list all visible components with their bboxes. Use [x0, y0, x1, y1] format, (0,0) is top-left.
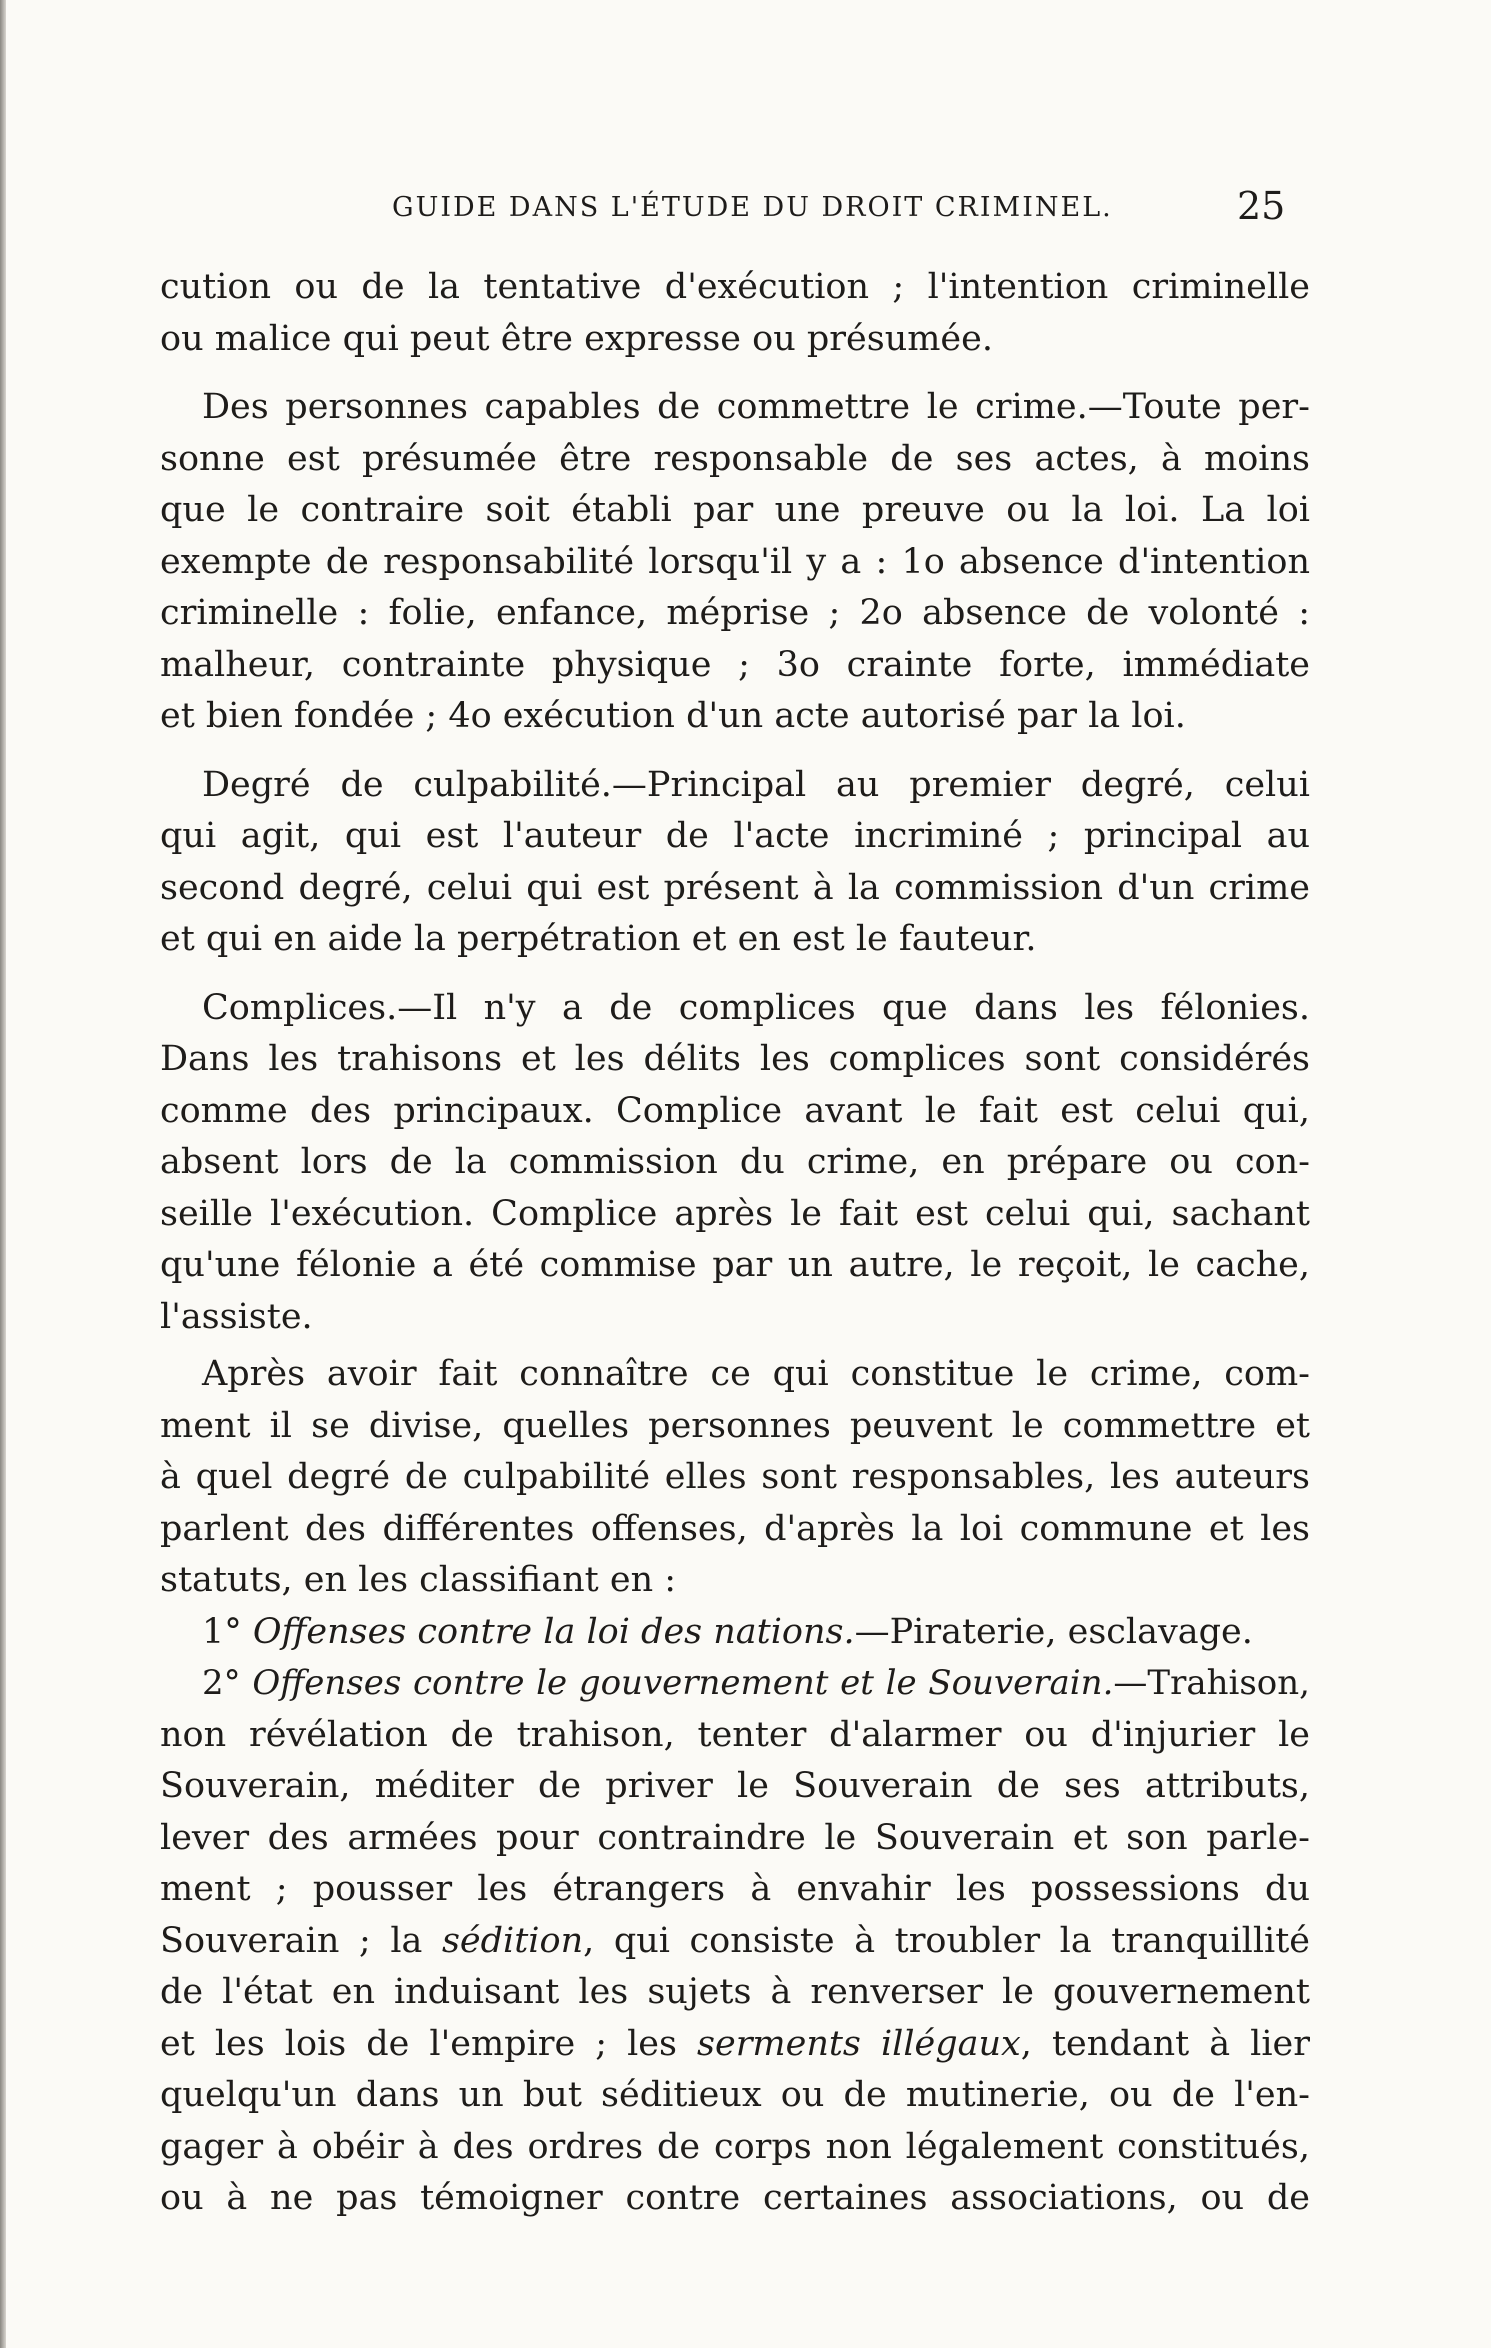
text-line: l'assiste.	[160, 1296, 313, 1337]
text-line: Degré de culpabilité.—Principal au premier degré, celui	[202, 764, 1310, 805]
item-title: Offenses contre le gouvernement et le Souverain.	[252, 1663, 1114, 1703]
text-line: Dans les trahisons et les délits les complices sont considérés	[160, 1039, 1310, 1079]
text-line: Après avoir fait connaître ce qui constitue le crime, com-	[202, 1354, 1310, 1394]
text-line: ou malice qui peut être expresse ou présumée.	[160, 318, 993, 359]
text-line: que le contraire soit établi par une preuve ou la loi. La loi	[160, 490, 1310, 530]
text-span: , tendant à lier	[1020, 2023, 1310, 2064]
text-line: statuts, en les classifiant en :	[160, 1560, 677, 1600]
text-line: ou à ne pas témoigner contre certaines associations, ou de	[160, 2178, 1310, 2218]
item-offenses-nations	[160, 1607, 1310, 1659]
item-text: —Piraterie, esclavage.	[854, 1611, 1253, 1652]
text-line: exempte de responsabilité lorsqu'il y a : 1o absence d'intention	[160, 541, 1310, 582]
text-line	[160, 1916, 1310, 1968]
item-title: Offenses contre la loi des nations.	[252, 1611, 855, 1652]
text-line	[160, 2019, 1310, 2071]
text-line: criminelle : folie, enfance, méprise ; 2o absence de volonté :	[160, 593, 1310, 633]
text-line: et bien fondée ; 4o exécution d'un acte autorisé par la loi.	[160, 696, 1186, 736]
text-line: sonne est présumée être responsable de ses actes, à moins	[160, 438, 1310, 479]
paragraph-culpability	[160, 760, 1310, 966]
text-line: ment ; pousser les étrangers à envahir les possessions du	[160, 1869, 1310, 1909]
text-line: à quel degré de culpabilité elles sont responsables, les auteurs	[160, 1457, 1310, 1497]
term-sedition: sédition	[441, 1920, 584, 1961]
text-line: non révélation de trahison, tenter d'alarmer ou d'injurier le	[160, 1714, 1310, 1755]
text-line: qu'une félonie a été commise par un autre, le reçoit, le cache,	[160, 1245, 1310, 1285]
text-line: cution ou de la tentative d'exécution ; l'intention criminelle	[160, 267, 1310, 307]
text-line: gager à obéir à des ordres de corps non légalement constitués,	[160, 2126, 1310, 2167]
text-line: second degré, celui qui est présent à la commission d'un crime	[160, 867, 1310, 908]
text-line: quelqu'un dans un but séditieux ou de mutinerie, ou de l'en-	[160, 2075, 1310, 2115]
item-text: —Trahison,	[1113, 1663, 1310, 1703]
text-span: Souverain ; la	[160, 1920, 442, 1961]
paragraph-accomplices	[160, 983, 1310, 1344]
text-line: comme des principaux. Complice avant le fait est celui qui,	[160, 1090, 1310, 1131]
paragraph-execution	[160, 262, 1310, 365]
text-line: et qui en aide la perpétration et en est le fauteur.	[160, 919, 1037, 959]
item-offenses-government	[160, 1658, 1310, 2225]
paragraph-classification	[160, 1349, 1310, 1607]
page-body	[160, 262, 1310, 2225]
page-number: 25	[1237, 184, 1286, 228]
term-illegal-oaths: serments illégaux	[697, 2023, 1021, 2064]
item-number: 2°	[202, 1663, 253, 1703]
text-line: Complices.—Il n'y a de complices que dans les félonies.	[202, 987, 1310, 1028]
running-header: GUIDE DANS L'ÉTUDE DU DROIT CRIMINEL.	[392, 192, 1113, 223]
text-line: de l'état en induisant les sujets à renverser le gouvernement	[160, 1972, 1310, 2012]
text-line: malheur, contrainte physique ; 3o crainte forte, immédiate	[160, 644, 1310, 685]
text-span: , qui consiste à troubler la tranquillité	[583, 1920, 1310, 1961]
text-line: absent lors de la commission du crime, en prépare ou con-	[160, 1142, 1310, 1182]
text-line	[160, 1658, 1310, 1710]
text-line: lever des armées pour contraindre le Souverain et son parle-	[160, 1817, 1310, 1858]
text-line: qui agit, qui est l'auteur de l'acte incriminé ; principal au	[160, 816, 1310, 856]
text-line	[160, 1607, 1310, 1659]
item-number: 1°	[202, 1611, 253, 1652]
text-line: seille l'exécution. Complice après le fait est celui qui, sachant	[160, 1193, 1310, 1234]
text-line: Souverain, méditer de priver le Souverain de ses attributs,	[160, 1766, 1310, 1806]
scan-edge	[0, 0, 6, 2348]
paragraph-capable-persons	[160, 382, 1310, 743]
text-line: parlent des différentes offenses, d'après la loi commune et les	[160, 1508, 1310, 1549]
text-span: et les lois de l'empire ; les	[160, 2023, 698, 2064]
text-line: Des personnes capables de commettre le crime.—Toute per-	[202, 387, 1310, 427]
text-line: ment il se divise, quelles personnes peuvent le commettre et	[160, 1405, 1310, 1446]
